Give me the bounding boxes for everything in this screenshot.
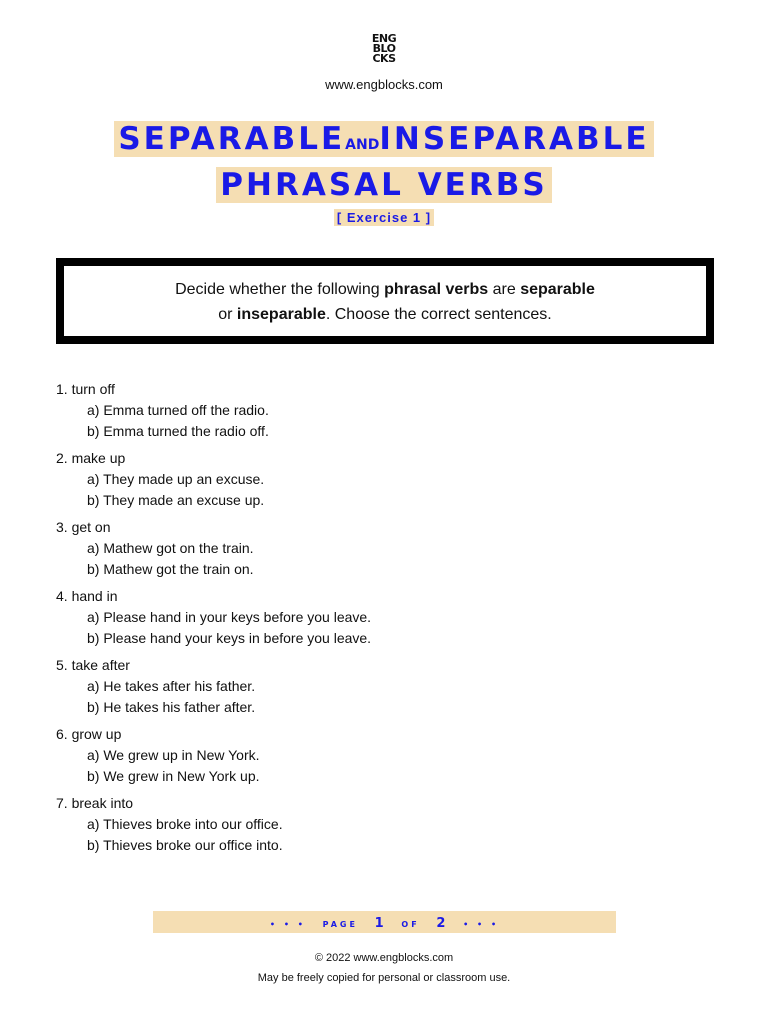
option-a[interactable]: a) Thieves broke into our office. <box>87 816 283 832</box>
question-list <box>56 378 696 861</box>
title-word-and: AND <box>345 137 380 153</box>
option-b[interactable]: b) Emma turned the radio off. <box>87 423 269 439</box>
option-a[interactable]: a) Please hand in your keys before you leave. <box>87 609 372 625</box>
logo-line-1: ENG <box>371 32 397 45</box>
option-a[interactable]: a) Emma turned off the radio. <box>87 402 269 418</box>
option-a[interactable]: a) We grew up in New York. <box>87 747 260 763</box>
pager-of-word: OF <box>401 920 420 929</box>
question-2 <box>56 447 696 511</box>
instr-bold-phrasal-verbs: phrasal verbs <box>384 281 489 298</box>
instr-bold-separable: separable <box>520 281 595 298</box>
option-b[interactable]: b) He takes his father after. <box>87 699 256 715</box>
title-word-separable: SEPARABLE <box>118 121 346 157</box>
question-3 <box>56 516 696 580</box>
question-head: 3. get on <box>56 519 111 535</box>
question-4 <box>56 585 696 649</box>
instr-text-4: . Choose the correct sentences. <box>325 306 552 323</box>
option-b[interactable]: b) Mathew got the train on. <box>87 561 254 577</box>
question-head: 4. hand in <box>56 588 118 604</box>
footer-copyright: © 2022 www.engblocks.com <box>314 952 454 964</box>
logo-line-3: CKS <box>372 52 396 65</box>
question-6 <box>56 723 696 787</box>
instructions-line-1 <box>64 277 706 302</box>
question-head: 5. take after <box>56 657 130 673</box>
option-b[interactable]: b) They made an excuse up. <box>87 492 265 508</box>
question-5 <box>56 654 696 718</box>
engblocks-logo <box>368 34 400 64</box>
instr-text-3: or <box>218 306 237 323</box>
instructions-box <box>56 258 714 344</box>
title-line-2 <box>0 166 768 204</box>
exercise-label <box>0 209 768 227</box>
logo-line-2: BLO <box>372 42 396 55</box>
pager-total-pages: 2 <box>436 916 447 931</box>
pager-page-word: PAGE <box>322 920 358 929</box>
title-highlight-1 <box>114 121 653 157</box>
footer-note: May be freely copied for personal or classroom use. <box>257 972 511 984</box>
pager-dots-right: • • • <box>463 920 500 929</box>
question-head: 7. break into <box>56 795 134 811</box>
instructions-line-2 <box>64 302 706 327</box>
title-line-1 <box>0 120 768 164</box>
page-indicator <box>153 911 616 933</box>
site-url: www.engblocks.com <box>325 77 443 92</box>
question-7 <box>56 792 696 856</box>
option-b[interactable]: b) Please hand your keys in before you leave. <box>87 630 372 646</box>
exercise-badge: [ Exercise 1 ] <box>334 209 434 226</box>
option-a[interactable]: a) They made up an excuse. <box>87 471 265 487</box>
question-head: 6. grow up <box>56 726 122 742</box>
option-a[interactable]: a) Mathew got on the train. <box>87 540 254 556</box>
question-head: 1. turn off <box>56 381 115 397</box>
pager-dots-left: • • • <box>269 920 306 929</box>
question-1 <box>56 378 696 442</box>
instr-text-1: Decide whether the following <box>175 281 385 298</box>
option-a[interactable]: a) He takes after his father. <box>87 678 256 694</box>
pager-current-page: 1 <box>374 916 385 931</box>
title-phrasal-verbs: PHRASAL VERBS <box>216 167 551 203</box>
title-word-inseparable: INSEPARABLE <box>379 121 650 157</box>
option-b[interactable]: b) We grew in New York up. <box>87 768 260 784</box>
question-head: 2. make up <box>56 450 126 466</box>
instr-bold-inseparable: inseparable <box>236 306 326 323</box>
instr-text-2: are <box>488 281 521 298</box>
option-b[interactable]: b) Thieves broke our office into. <box>87 837 283 853</box>
